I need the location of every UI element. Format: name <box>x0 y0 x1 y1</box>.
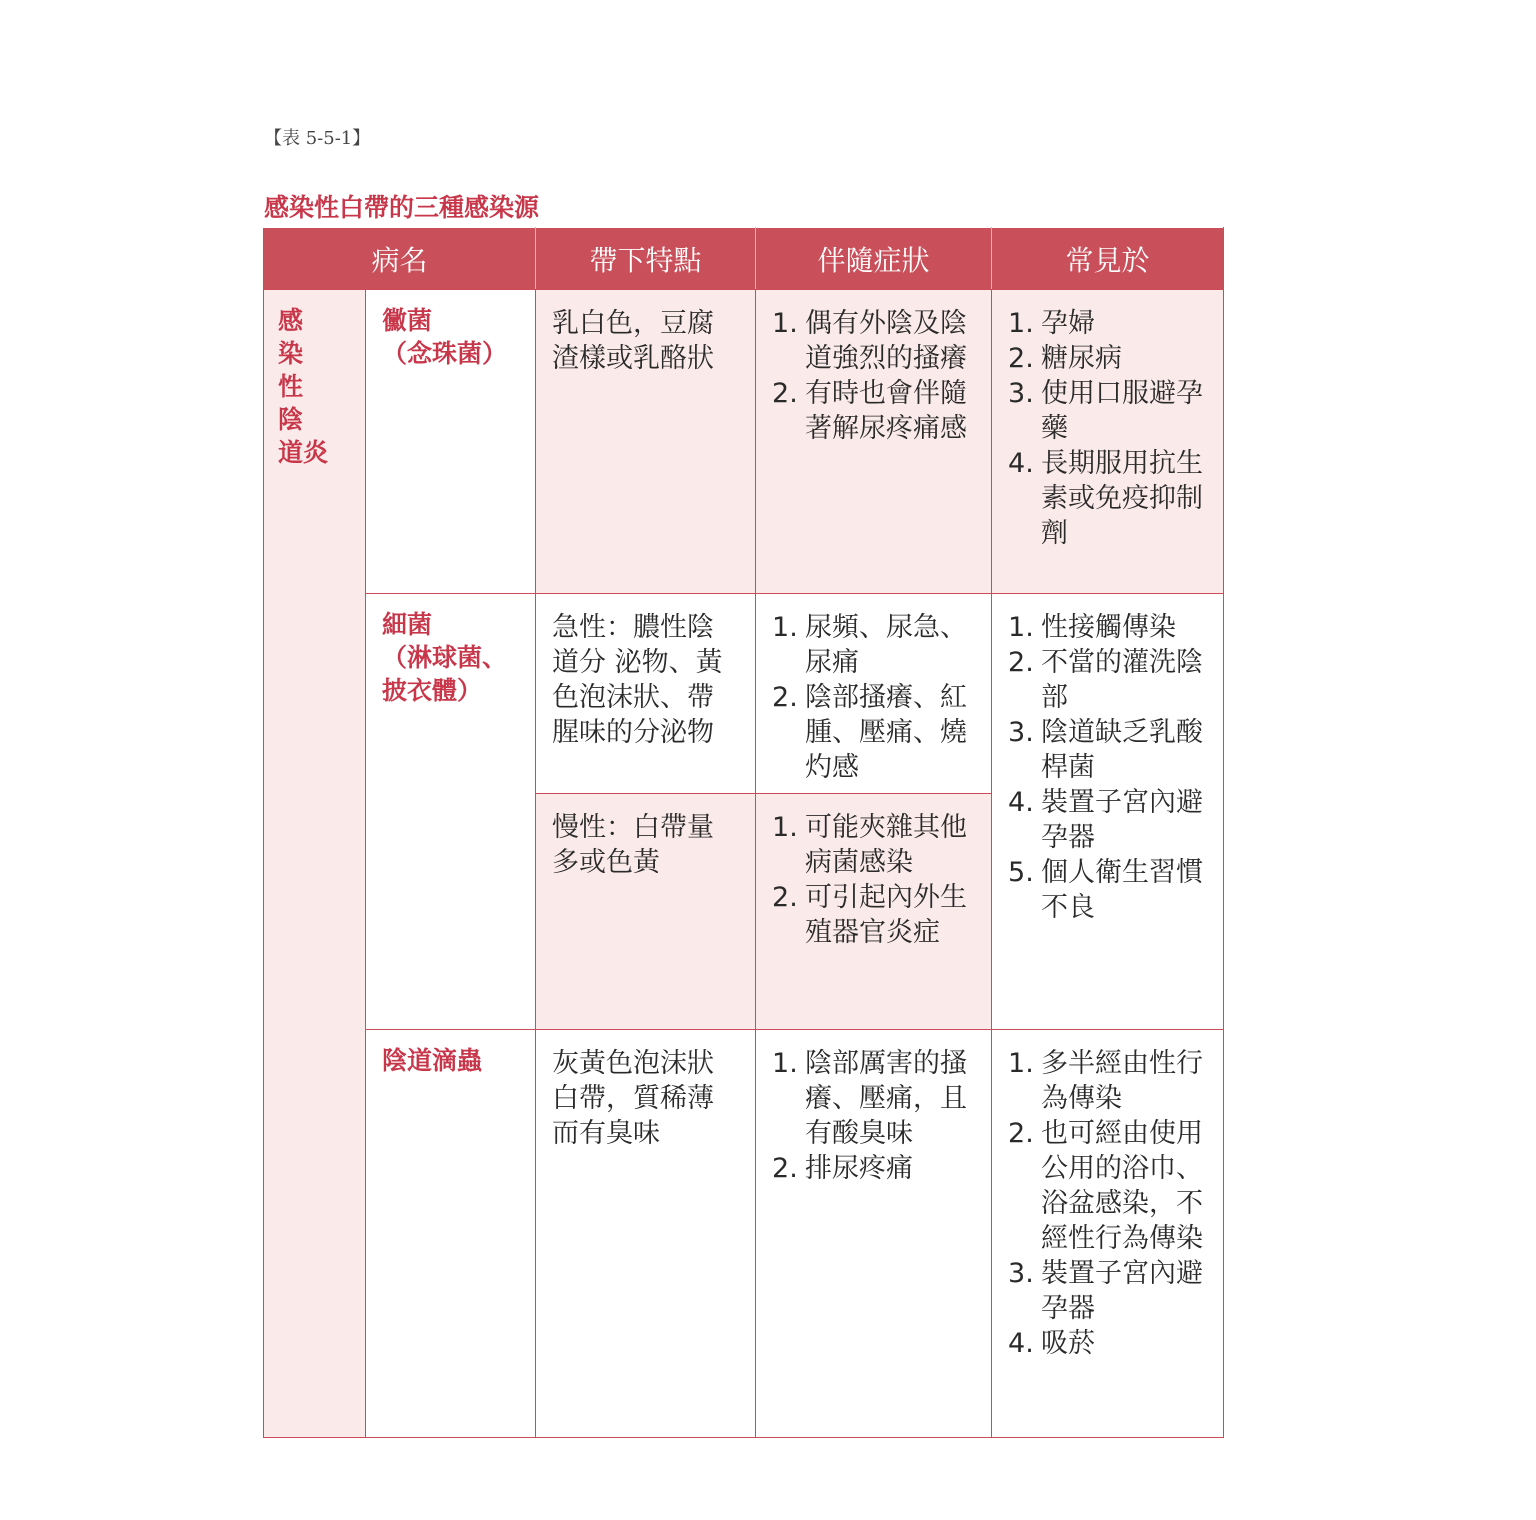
list-item-text: 長期服用抗生素或免疫抑制劑 <box>1041 448 1204 549</box>
symptoms-trichomonas <box>756 1030 992 1438</box>
text-line: 色泡沫狀、帶 <box>552 682 715 713</box>
header-discharge: 帶下特點 <box>536 228 756 290</box>
table-caption: 【表 5-5-1】 <box>264 128 371 149</box>
list-item-text: 性接觸傳染 <box>1041 612 1177 643</box>
list-item-text: 裝置子宮內避孕器 <box>1041 1258 1204 1324</box>
list-item: 1. 可能夾雜其他病菌感染 <box>772 812 968 878</box>
text-line: 急性：膿性陰 <box>552 612 715 643</box>
list-item: 3. 使用口服避孕藥 <box>1008 378 1204 444</box>
disease-subname: （淋球菌、 <box>382 643 508 672</box>
list-item-text: 有時也會伴隨著解尿疼痛感 <box>805 378 968 444</box>
text-line: 灰黃色泡沫狀 <box>552 1048 715 1079</box>
group-label-line: 感 染 <box>278 306 320 368</box>
list-item-text: 吸菸 <box>1041 1328 1096 1359</box>
list-item: 4. 裝置子宮內避孕器 <box>1008 787 1204 853</box>
symptoms-bacterial-chronic <box>756 794 992 1030</box>
list-item-text: 孕婦 <box>1041 308 1096 339</box>
text-line: 道分 泌物、黃 <box>552 647 723 678</box>
disease-subname: （念珠菌） <box>382 339 508 368</box>
list-item-text: 陰道缺乏乳酸桿菌 <box>1041 717 1204 783</box>
symptoms-bacterial-acute <box>756 594 992 794</box>
list-item: 2. 可引起內外生殖器官炎症 <box>772 882 968 948</box>
list-item: 2. 陰部搔癢、紅腫、壓痛、燒灼感 <box>772 682 968 783</box>
common-bacterial <box>992 594 1224 1030</box>
disease-name: 黴菌 <box>382 306 433 335</box>
list-item: 4. 吸菸 <box>1008 1328 1096 1359</box>
disease-trichomonas <box>366 1030 536 1438</box>
list-item: 2. 有時也會伴隨著解尿疼痛感 <box>772 378 968 444</box>
list-item-text: 糖尿病 <box>1041 343 1123 374</box>
header-name: 病名 <box>264 228 536 290</box>
list-item-text: 不當的灌洗陰部 <box>1041 647 1204 713</box>
list-item: 2. 糖尿病 <box>1008 343 1123 374</box>
disease-subname: 披衣體） <box>382 676 483 705</box>
symptoms-fungal <box>756 290 992 594</box>
text-line: 乳白色，豆腐 <box>552 308 715 339</box>
discharge-fungal <box>536 290 756 594</box>
list-item: 4. 長期服用抗生素或免疫抑制劑 <box>1008 448 1204 549</box>
list-item: 3. 陰道缺乏乳酸桿菌 <box>1008 717 1204 783</box>
common-fungal <box>992 290 1224 594</box>
list-item-text: 可能夾雜其他病菌感染 <box>805 812 968 878</box>
group-label-line: 性 陰 <box>278 372 320 434</box>
list-item-text: 尿頻、尿急、尿痛 <box>805 612 968 678</box>
disease-fungal <box>366 290 536 594</box>
list-item-text: 陰部厲害的搔癢、壓痛，且有酸臭味 <box>805 1048 968 1149</box>
list-item: 2. 也可經由使用公用的浴巾、浴盆感染，不經性行為傳染 <box>1008 1118 1204 1254</box>
header-common: 常見於 <box>992 228 1224 290</box>
text-line: 多或色黃 <box>552 847 661 878</box>
infection-table <box>263 227 1224 1438</box>
list-item: 1. 多半經由性行為傳染 <box>1008 1048 1204 1114</box>
list-item-text: 可引起內外生殖器官炎症 <box>805 882 968 948</box>
list-item-text: 也可經由使用公用的浴巾、浴盆感染，不經性行為傳染 <box>1041 1118 1204 1254</box>
list-item: 1. 性接觸傳染 <box>1008 612 1177 643</box>
discharge-trichomonas <box>536 1030 756 1438</box>
list-item-text: 偶有外陰及陰道強烈的搔癢 <box>805 308 968 374</box>
text-line: 慢性：白帶量 <box>552 812 715 843</box>
disease-name: 陰道滴蟲 <box>382 1046 483 1075</box>
group-label <box>264 290 366 1438</box>
header-symptoms: 伴隨症狀 <box>756 228 992 290</box>
text-line: 白帶，質稀薄 <box>552 1083 715 1114</box>
list-item-text: 排尿疼痛 <box>805 1153 914 1184</box>
text-line: 而有臭味 <box>552 1118 661 1149</box>
list-item: 1. 偶有外陰及陰道強烈的搔癢 <box>772 308 968 374</box>
common-trichomonas <box>992 1030 1224 1438</box>
discharge-bacterial-chronic <box>536 794 756 1030</box>
list-item: 5. 個人衛生習慣不良 <box>1008 857 1204 923</box>
list-item-text: 使用口服避孕藥 <box>1041 378 1204 444</box>
disease-bacterial <box>366 594 536 1030</box>
discharge-bacterial-acute <box>536 594 756 794</box>
list-item: 1. 尿頻、尿急、尿痛 <box>772 612 968 678</box>
list-item-text: 陰部搔癢、紅腫、壓痛、燒灼感 <box>805 682 968 783</box>
list-item: 2. 排尿疼痛 <box>772 1153 914 1184</box>
table-title: 感染性白帶的三種感染源 <box>264 193 540 222</box>
group-label-line: 道炎 <box>278 438 329 467</box>
text-line: 渣樣或乳酪狀 <box>552 343 715 374</box>
disease-name: 細菌 <box>382 610 433 639</box>
list-item: 3. 裝置子宮內避孕器 <box>1008 1258 1204 1324</box>
list-item-text: 裝置子宮內避孕器 <box>1041 787 1204 853</box>
list-item-text: 多半經由性行為傳染 <box>1041 1048 1204 1114</box>
list-item: 1. 孕婦 <box>1008 308 1096 339</box>
text-line: 腥味的分泌物 <box>552 717 715 748</box>
list-item: 2. 不當的灌洗陰部 <box>1008 647 1204 713</box>
list-item: 1. 陰部厲害的搔癢、壓痛，且有酸臭味 <box>772 1048 968 1149</box>
list-item-text: 個人衛生習慣不良 <box>1041 857 1204 923</box>
